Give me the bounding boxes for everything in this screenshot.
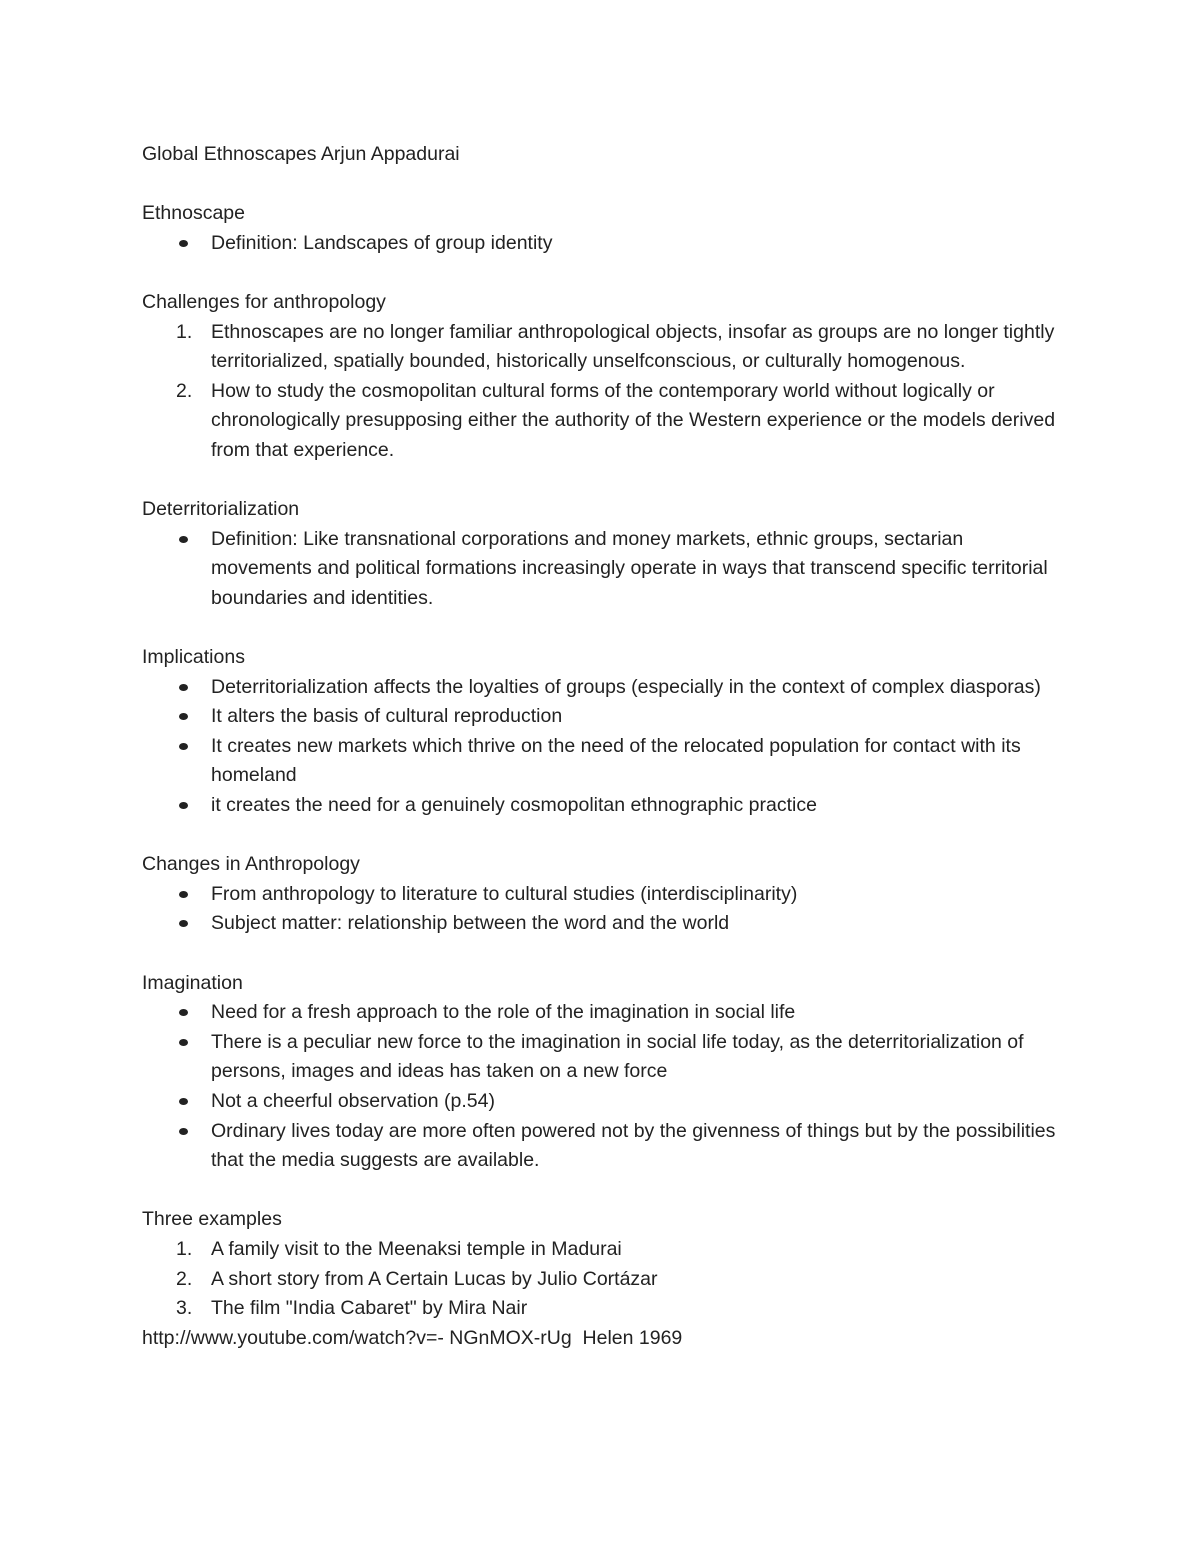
- document-title: Global Ethnoscapes Arjun Appadurai: [142, 143, 460, 165]
- list-item-text: Ordinary lives today are more often powered not by the givenness of things but by the possibilities that the media suggests are available.: [211, 1119, 1056, 1172]
- list-item: [142, 909, 1062, 939]
- list-item-text: A short story from A Certain Lucas by Julio Cortázar: [211, 1267, 658, 1290]
- bullet-icon: [179, 1039, 188, 1046]
- list-item-text: There is a peculiar new force to the imagination in social life today, as the deterritorialization of persons, images and ideas has taken on a new force: [211, 1030, 1024, 1083]
- list-item-text: From anthropology to literature to cultural studies (interdisciplinarity): [211, 882, 798, 905]
- list-item: [142, 1117, 1062, 1176]
- list-item: [142, 880, 1062, 910]
- list-number: 2.: [176, 1267, 193, 1290]
- list-item-text: It creates new markets which thrive on the need of the relocated population for contact with its homeland: [211, 734, 1021, 787]
- numbered-list: [142, 318, 1062, 466]
- section-ethnoscape: [142, 199, 1062, 258]
- section-challenges: [142, 288, 1062, 466]
- section-heading: Implications: [142, 646, 245, 669]
- section-deterritorialization: [142, 495, 1062, 613]
- bullet-icon: [179, 1009, 188, 1016]
- section-heading: Ethnoscape: [142, 202, 245, 225]
- list-item: [142, 791, 1062, 821]
- list-item: [142, 525, 1062, 614]
- bullet-list: [142, 229, 1062, 259]
- section-imagination: [142, 969, 1062, 1176]
- list-item: [142, 1294, 1062, 1324]
- bullet-list: [142, 673, 1062, 821]
- section-heading: Imagination: [142, 971, 243, 994]
- section-changes-in-anthropology: [142, 850, 1062, 939]
- list-item-text: Subject matter: relationship between the word and the world: [211, 912, 730, 935]
- list-item-text: Definition: Like transnational corporations and money markets, ethnic groups, sectarian movements and political formations increasingly operate in ways that transcend specific territorial boundaries and identities.: [211, 527, 1048, 609]
- list-item-text: The film "India Cabaret" by Mira Nair: [211, 1297, 528, 1320]
- bullet-icon: [179, 536, 188, 543]
- list-item: [142, 998, 1062, 1028]
- section-heading: Three examples: [142, 1208, 282, 1231]
- list-item: [142, 1235, 1062, 1265]
- document-page: [142, 140, 1062, 1353]
- section-heading: Deterritorialization: [142, 498, 300, 521]
- list-item-text: Need for a fresh approach to the role of the imagination in social life: [211, 1001, 796, 1024]
- bullet-icon: [179, 802, 188, 809]
- list-item: [142, 732, 1062, 791]
- bullet-icon: [179, 920, 188, 927]
- bullet-list: [142, 998, 1062, 1176]
- list-item-text: Definition: Landscapes of group identity: [211, 231, 553, 254]
- list-item: [142, 1265, 1062, 1295]
- bullet-icon: [179, 743, 188, 750]
- list-item: [142, 702, 1062, 732]
- section-implications: [142, 643, 1062, 821]
- section-heading: Challenges for anthropology: [142, 290, 386, 313]
- bullet-icon: [179, 240, 188, 247]
- bullet-icon: [179, 713, 188, 720]
- list-item-text: It alters the basis of cultural reproduction: [211, 705, 563, 728]
- list-number: 3.: [176, 1297, 193, 1320]
- section-three-examples: [142, 1205, 1062, 1323]
- list-number: 1.: [176, 1237, 193, 1260]
- list-item-text: A family visit to the Meenaksi temple in Madurai: [211, 1237, 622, 1260]
- bullet-list: [142, 880, 1062, 939]
- list-item-text: Not a cheerful observation (p.54): [211, 1090, 495, 1112]
- bullet-icon: [179, 1098, 188, 1105]
- list-item: [142, 377, 1062, 466]
- section-heading: Changes in Anthropology: [142, 853, 360, 876]
- list-number: 1.: [176, 320, 193, 343]
- bullet-icon: [179, 1128, 188, 1135]
- list-item: [142, 1028, 1062, 1087]
- list-item: [142, 318, 1062, 377]
- list-item-text: How to study the cosmopolitan cultural forms of the contemporary world without logically or chronologically presupposing either the authority of the Western experience or the models derived from that experience.: [211, 379, 1056, 461]
- bullet-icon: [179, 684, 188, 691]
- video-link-line: http://www.youtube.com/watch?v=- NGnMOX-rUg Helen 1969: [142, 1326, 683, 1349]
- numbered-list: [142, 1235, 1062, 1324]
- bullet-icon: [179, 891, 188, 898]
- list-item: [142, 1087, 1062, 1117]
- list-item-text: Deterritorialization affects the loyalties of groups (especially in the context of complex diasporas): [211, 675, 1041, 698]
- list-item: [142, 673, 1062, 703]
- list-item: [142, 229, 1062, 259]
- list-item-text: Ethnoscapes are no longer familiar anthropological objects, insofar as groups are no longer tightly territorialized, spatially bounded, historically unselfconscious, or culturally homogenous.: [211, 320, 1055, 373]
- list-item-text: it creates the need for a genuinely cosmopolitan ethnographic practice: [211, 794, 817, 817]
- list-number: 2.: [176, 379, 193, 402]
- bullet-list: [142, 525, 1062, 614]
